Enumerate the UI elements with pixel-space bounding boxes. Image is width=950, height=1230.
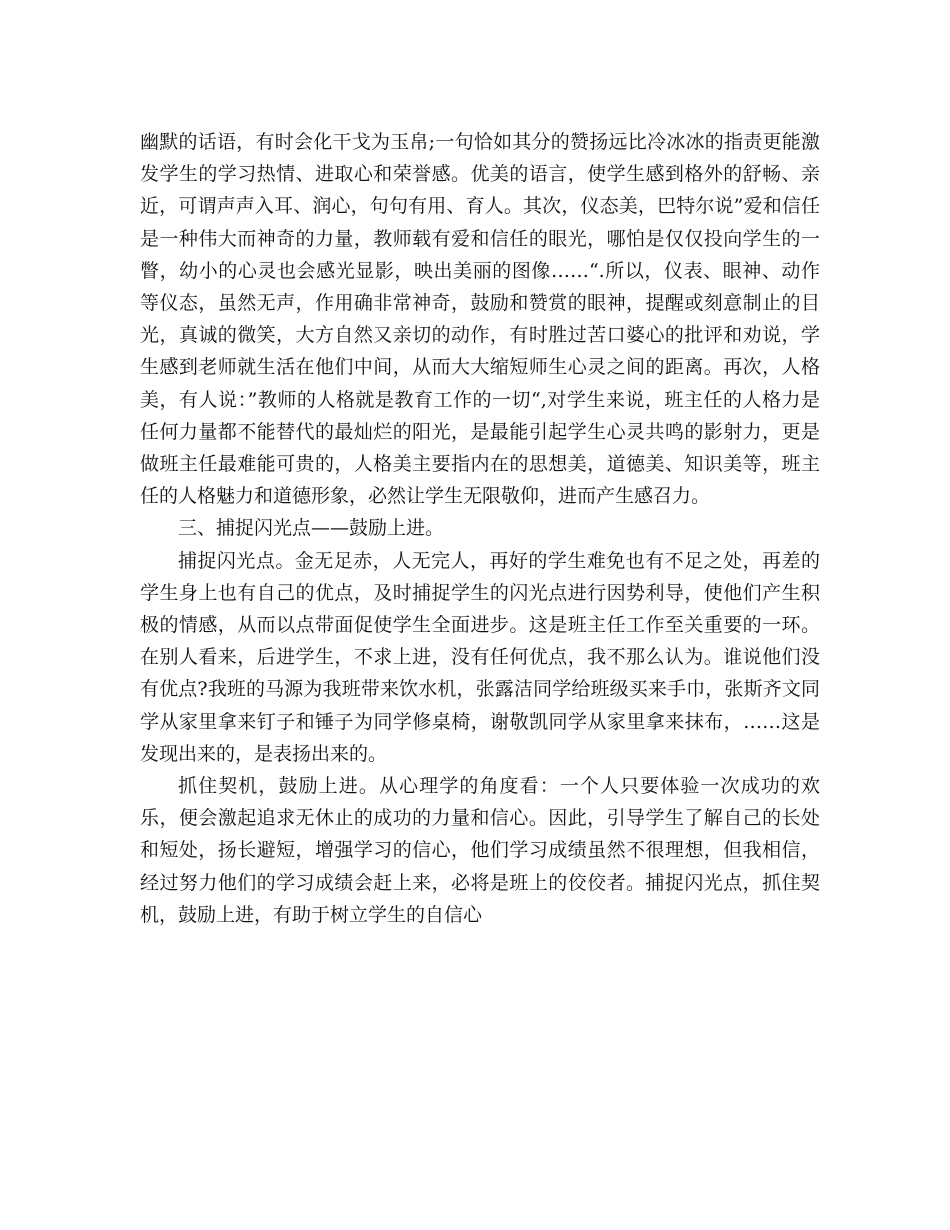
paragraph-3: 抓住契机，鼓励上进。从心理学的角度看：一个人只要体验一次成功的欢乐，便会激起追求无休止的成功的力量和信心。因此，引导学生了解自己的长处和短处，扬长避短，增强学习的信心，他们学习成绩虽然不很理想，但我相信，经过努力他们的学习成绩会赶上来，必将是班上的佼佼者。捕捉闪光点，抓住契机，鼓励上进，有助于树立学生的自信心 (140, 775, 820, 926)
document-body (140, 126, 820, 931)
paragraph-1: 幽默的话语，有时会化干戈为玉帛;一句恰如其分的赞扬远比冷冰冰的指责更能激发学生的学习热情、进取心和荣誉感。优美的语言，使学生感到格外的舒畅、亲近，可谓声声入耳、润心，句句有用、育人。其次，仪态美，巴特尔说”爱和信任是一种伟大而神奇的力量，教师载有爱和信任的眼光，哪怕是仅仅投向学生的一瞥，幼小的心灵也会感光显影，映出美丽的图像……“.所以，仪表、眼神、动作等仪态，虽然无声，作用确非常神奇，鼓励和赞赏的眼神，提醒或刻意制止的目光，真诚的微笑，大方自然又亲切的动作，有时胜过苦口婆心的批评和劝说，学生感到老师就生活在他们中间，从而大大缩短师生心灵之间的距离。再次，人格美，有人说：”教师的人格就是教育工作的一切“,对学生来说，班主任的人格力是任何力量都不能替代的最灿烂的阳光，是最能引起学生心灵共鸣的影射力，更是做班主任最难能可贵的，人格美主要指内在的思想美，道德美、知识美等，班主任的人格魅力和道德形象，必然让学生无限敬仰，进而产生感召力。 (140, 131, 820, 508)
section-heading-3: 三、捕捉闪光点——鼓励上进。 (178, 517, 445, 540)
paragraph-2: 捕捉闪光点。金无足赤，人无完人，再好的学生难免也有不足之处，再差的学生身上也有自己的优点，及时捕捉学生的闪光点进行因势利导，使他们产生积极的情感，从而以点带面促使学生全面进步。这是班主任工作至关重要的一环。在别人看来，后进学生，不求上进，没有任何优点，我不那么认为。谁说他们没有优点?我班的马源为我班带来饮水机，张露洁同学给班级买来手巾，张斯齐文同学从家里拿来钉子和锤子为同学修桌椅，谢敬凯同学从家里拿来抹布，……这是发现出来的，是表扬出来的。 (140, 549, 820, 765)
